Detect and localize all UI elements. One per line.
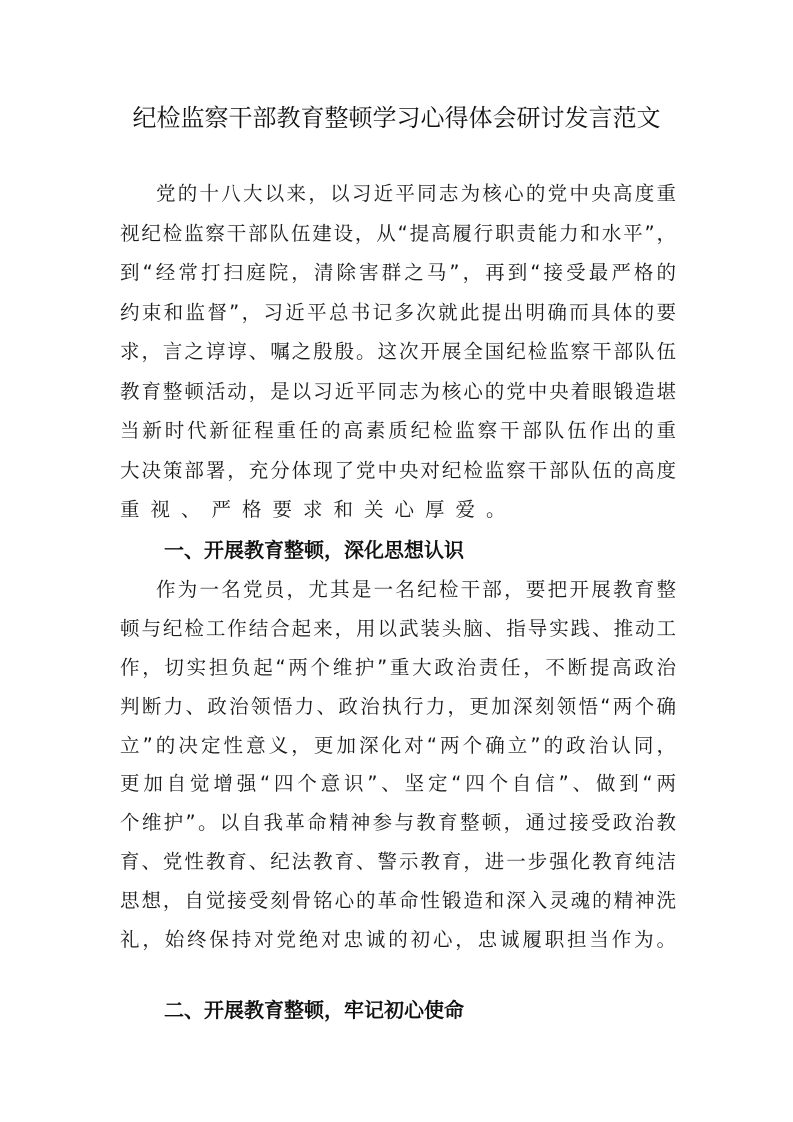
text-line: 个维护”。以自我革命精神参与教育整顿，通过接受政治教 <box>120 811 676 835</box>
text-line: 大决策部署，充分体现了党中央对纪检监察干部队伍的高度 <box>120 458 676 482</box>
text-line: 育、党性教育、纪法教育、警示教育，进一步强化教育纯洁 <box>120 850 676 874</box>
section-heading-1: 一、开展教育整顿，深化思想认识 <box>164 538 464 562</box>
text-line: 顿与纪检工作结合起来，用以武装头脑、指导实践、推动工 <box>120 616 676 640</box>
document-title: 纪检监察干部教育整顿学习心得体会研讨发言范文 <box>132 104 661 132</box>
text-line: 作，切实担负起“两个维护”重大政治责任，不断提高政治 <box>120 655 676 679</box>
text-line: 更加自觉增强“四个意识”、坚定“四个自信”、做到“两 <box>120 772 676 796</box>
text-line: 立”的决定性意义，更加深化对“两个确立”的政治认同， <box>120 733 676 757</box>
text-line: 视纪检监察干部队伍建设，从“提高履行职责能力和水平”， <box>120 221 676 245</box>
text-line: 作为一名党员，尤其是一名纪检干部，要把开展教育整 <box>156 578 676 601</box>
text-line: 到“经常打扫庭院，清除害群之马”，再到“接受最严格的 <box>120 261 676 284</box>
text-line: 重视、严格要求和关心厚爱。 <box>120 498 517 521</box>
paragraph-intro <box>120 174 676 530</box>
text-line: 当新时代新征程重任的高素质纪检监察干部队伍作出的重 <box>120 419 676 442</box>
text-line: 求，言之谆谆、嘱之殷殷。这次开展全国纪检监察干部队伍 <box>120 340 676 363</box>
paragraph-section-1 <box>120 571 676 960</box>
text-line: 约束和监督”，习近平总书记多次就此提出明确而具体的要 <box>120 300 676 324</box>
text-line: 党的十八大以来，以习近平同志为核心的党中央高度重 <box>156 182 676 205</box>
text-line: 判断力、政治领悟力、政治执行力，更加深刻领悟“两个确 <box>120 694 676 718</box>
section-heading-2: 二、开展教育整顿，牢记初心使命 <box>164 998 464 1022</box>
text-line: 礼，始终保持对党绝对忠诚的初心，忠诚履职担当作为。 <box>120 928 676 952</box>
text-line: 教育整顿活动，是以习近平同志为核心的党中央着眼锻造堪 <box>120 379 676 403</box>
text-line: 思想，自觉接受刻骨铭心的革命性锻造和深入灵魂的精神洗 <box>120 889 676 913</box>
